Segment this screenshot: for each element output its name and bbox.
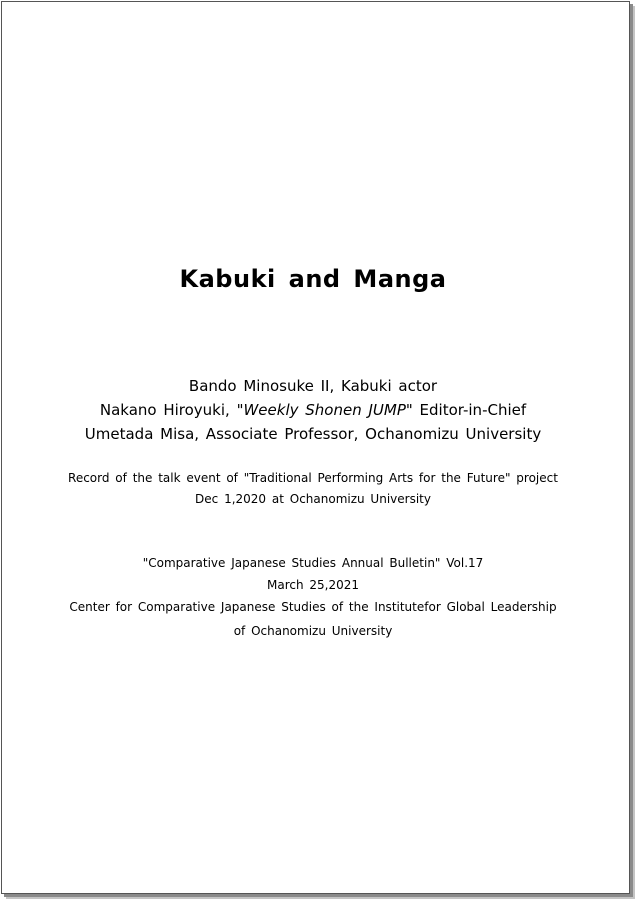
magazine-title: "Weekly Shonen JUMP" xyxy=(236,401,413,419)
page-border xyxy=(1,1,630,894)
author-nakano-name: Nakano Hiroyuki, xyxy=(99,401,237,419)
author-nakano xyxy=(0,401,626,419)
bulletin-title: "Comparative Japanese Studies Annual Bulletin" Vol.17 xyxy=(142,556,484,570)
author-umetada: Umetada Misa, Associate Professor, Ochanomizu University xyxy=(84,425,542,443)
bulletin-date: March 25,2021 xyxy=(266,578,360,592)
record-description: Record of the talk event of "Traditional Performing Arts for the Future" project xyxy=(68,471,558,485)
bulletin-publisher: Center for Comparative Japanese Studies of the Institutefor Global Leadership xyxy=(69,600,557,614)
bulletin-publisher-cont: of Ochanomizu University xyxy=(233,624,393,638)
author-nakano-role: Editor-in-Chief xyxy=(412,401,527,419)
record-date-location: Dec 1,2020 at Ochanomizu University xyxy=(195,492,431,506)
author-bando: Bando Minosuke II, Kabuki actor xyxy=(188,377,438,395)
document-title: Kabuki and Manga xyxy=(179,265,447,293)
